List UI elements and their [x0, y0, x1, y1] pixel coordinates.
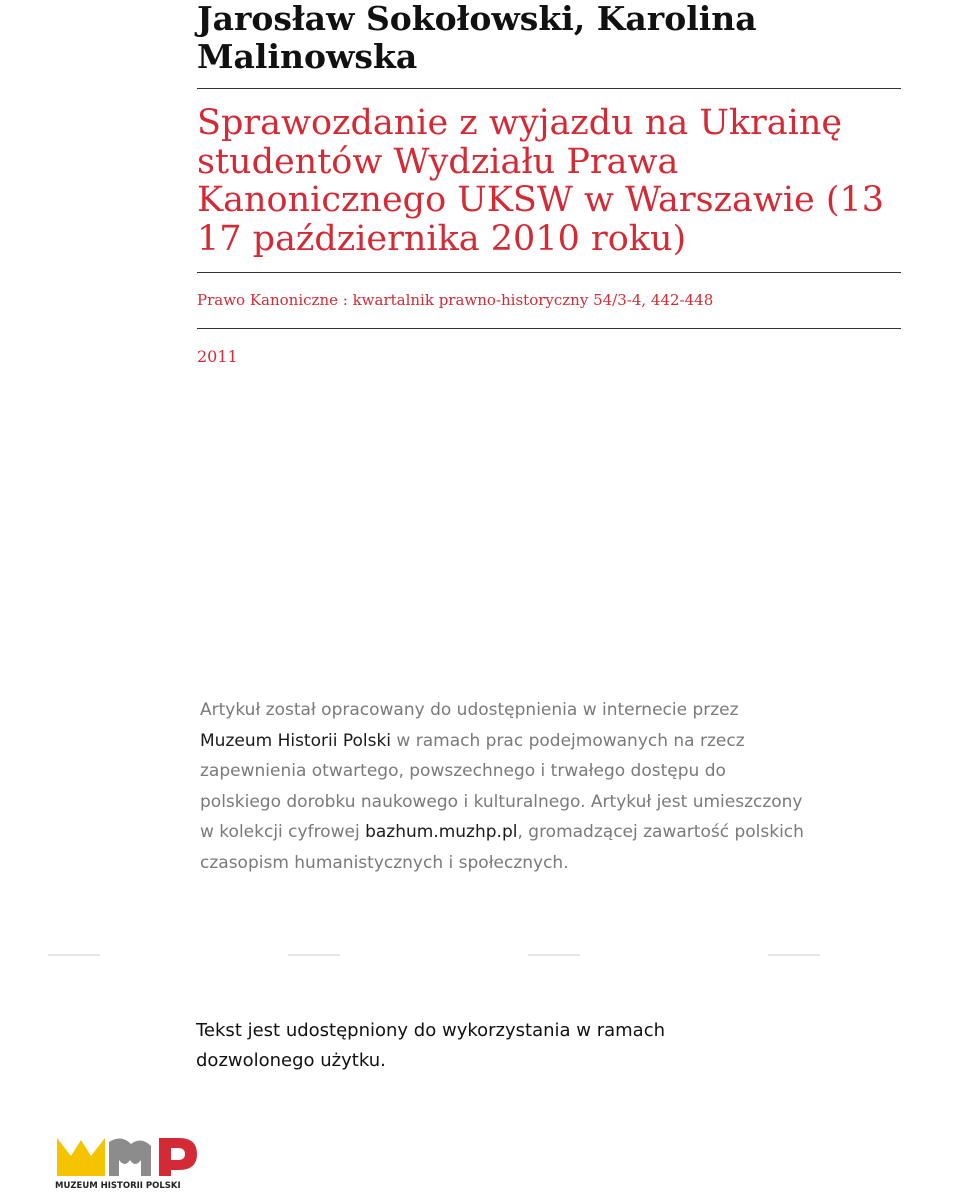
notice-line-6: czasopism humanistycznych i społecznych. [200, 852, 569, 873]
authors: Jarosław Sokołowski, Karolina Malinowska [197, 0, 757, 76]
usage-line-1: Tekst jest udostępniony do wykorzystania w ramach [196, 1020, 666, 1041]
faint-mark [48, 954, 100, 956]
usage-line-2: dozwolonego użytku. [196, 1050, 386, 1071]
faint-mark [288, 954, 340, 956]
article-title: Sprawozdanie z wyjazdu na Ukrainę studentów Wydziału Prawa Kanonicznego UKSW w Warszawie (13 17 października 2010 roku) [197, 103, 885, 259]
notice-line-5 [200, 817, 804, 848]
logo-caption: MUZEUM HISTORII POLSKI [55, 1181, 181, 1191]
digitization-notice [200, 695, 804, 878]
publication-year: 2011 [197, 347, 238, 366]
logo-p-shape [159, 1138, 197, 1176]
faint-mark [528, 954, 580, 956]
logo-eagle-shape [109, 1138, 151, 1176]
notice-line-2-rest: w ramach prac podejmowanych na rzecz [391, 730, 745, 751]
notice-line-2 [200, 726, 804, 757]
notice-line-5-end: , gromadzącej zawartość polskich [517, 822, 804, 842]
museum-name: Muzeum Historii Polski [200, 730, 392, 751]
logo-crown-shape [57, 1138, 105, 1176]
usage-notice [196, 1016, 665, 1076]
site-link[interactable]: bazhum.muzhp.pl [365, 822, 518, 842]
notice-line-4: polskiego dorobku naukowego i kulturalnego. Artykuł jest umieszczony [200, 791, 803, 812]
notice-line-3: zapewnienia otwartego, powszechnego i trwałego dostępu do [200, 761, 726, 781]
notice-line-1: Artykuł został opracowany do udostępnienia w internecie przez [200, 700, 739, 720]
notice-line-5-start: w kolekcji cyfrowej [200, 822, 366, 842]
divider-top [197, 88, 901, 89]
faint-mark [768, 954, 820, 956]
divider-bottom [197, 328, 901, 329]
journal-citation: Prawo Kanoniczne : kwartalnik prawno-historyczny 54/3-4, 442-448 [197, 291, 714, 309]
divider-middle [197, 272, 901, 273]
